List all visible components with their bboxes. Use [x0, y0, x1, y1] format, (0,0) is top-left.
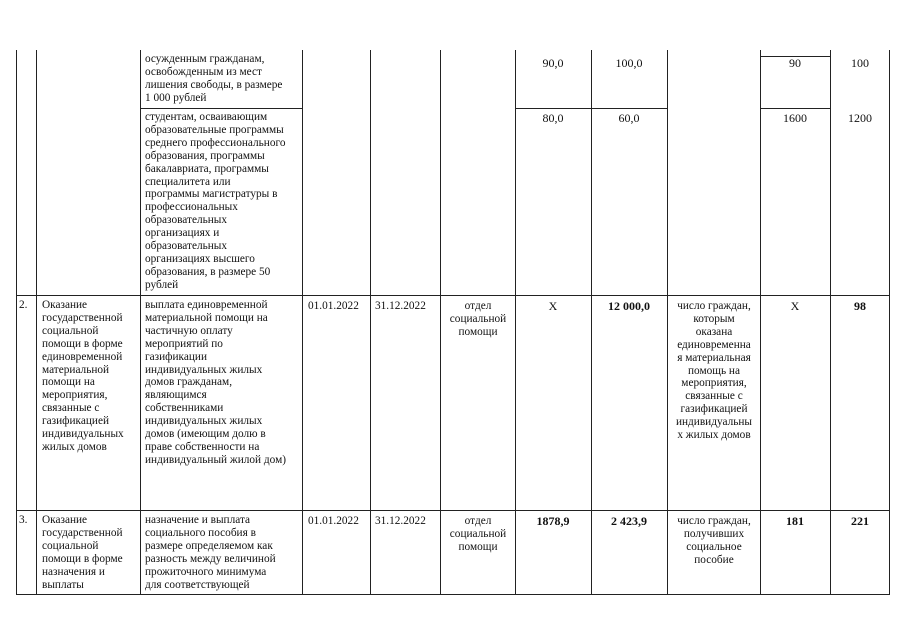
- rule-col-num: [36, 50, 37, 595]
- rule-col-exec: [515, 50, 516, 595]
- row2-value-1: Х: [548, 299, 558, 313]
- row2-indicator: число граждан, которым оказана единовременна я материальная помощь на мероприятия, связанные с газификацией индивидуальны х жилых домов: [675, 300, 753, 442]
- row2-name: Оказание государственной социальной помощи в форме единовременной материальной помощи на мероприятия, связанные с газификацией индивидуальных жилых домов: [42, 299, 124, 453]
- row3-value-2: 2 423,9: [611, 514, 647, 528]
- row3-value-1: 1878,9: [536, 514, 570, 528]
- rule-col-left: [16, 50, 17, 595]
- row1a-kind: осужденным гражданам, освобожденным из мест лишения свободы, в размере 1 000 рублей: [145, 53, 283, 104]
- rule-row1a-bottom: [140, 108, 302, 109]
- row3-name: Оказание государственной социальной помощи в форме назначения и выплаты: [42, 514, 123, 591]
- row1b-value-2: 60,0: [618, 111, 640, 125]
- rule-col-right: [889, 50, 890, 595]
- rule-col-end: [440, 50, 441, 595]
- row3-executor: отдел социальной помощи: [449, 515, 507, 553]
- row3-kind: назначение и выплата социального пособия в размере определяемом как разность между величиной прожиточного минимума для соответствующей: [145, 514, 276, 591]
- rule-col-i1: [830, 50, 831, 595]
- row3-indicator-1: 181: [786, 514, 804, 528]
- row3-start-date: 01.01.2022: [308, 515, 359, 527]
- row1a-indicator-1: 90: [789, 56, 801, 70]
- row3-end-date: 31.12.2022: [375, 515, 426, 527]
- row2-executor: отдел социальной помощи: [449, 300, 507, 338]
- rule-col-name: [140, 50, 141, 595]
- rule-row1-bottom: [16, 295, 889, 296]
- row2-kind: выплата единовременной материальной помощи на частичную оплату мероприятий по газификации индивидуальных жилых домов гражданам, являющимся собственниками индивидуальных жилых домов (имеющим долю в праве собственности на индивидуальный жилой дом): [145, 299, 287, 466]
- row2-value-2: 12 000,0: [608, 299, 650, 313]
- row3-number: 3.: [19, 514, 28, 526]
- rule-col-start: [370, 50, 371, 595]
- row2-end-date: 31.12.2022: [375, 300, 426, 312]
- row2-indicator-1: Х: [790, 299, 800, 313]
- row3-indicator: число граждан, получивших социальное пособие: [677, 515, 751, 566]
- rule-indicator-box-mid: [760, 108, 830, 109]
- row1b-indicator-2: 1200: [848, 111, 872, 125]
- row3-indicator-2: 221: [851, 514, 869, 528]
- rule-col-v1: [591, 50, 592, 595]
- row2-start-date: 01.01.2022: [308, 300, 359, 312]
- row1b-value-1: 80,0: [542, 111, 564, 125]
- rule-row3-bottom: [16, 594, 889, 595]
- row1a-indicator-2: 100: [851, 56, 869, 70]
- rule-row2-bottom: [16, 510, 889, 511]
- row1a-value-1: 90,0: [542, 56, 564, 70]
- rule-col-v2: [667, 50, 668, 595]
- row1a-value-2: 100,0: [615, 56, 643, 70]
- rule-col-indicator: [760, 50, 761, 595]
- row2-number: 2.: [19, 299, 28, 311]
- rule-col-kind: [302, 50, 303, 595]
- row1b-indicator-1: 1600: [783, 111, 807, 125]
- row2-indicator-2: 98: [854, 299, 866, 313]
- row1b-kind: студентам, осваивающим образовательные программы среднего профессионального образования, программы бакалавриата, программы специалитета или программы магистратуры в профессиональных образовательных организациях и образовательных организациях высшего образования, в размере 50 рублей: [145, 111, 286, 291]
